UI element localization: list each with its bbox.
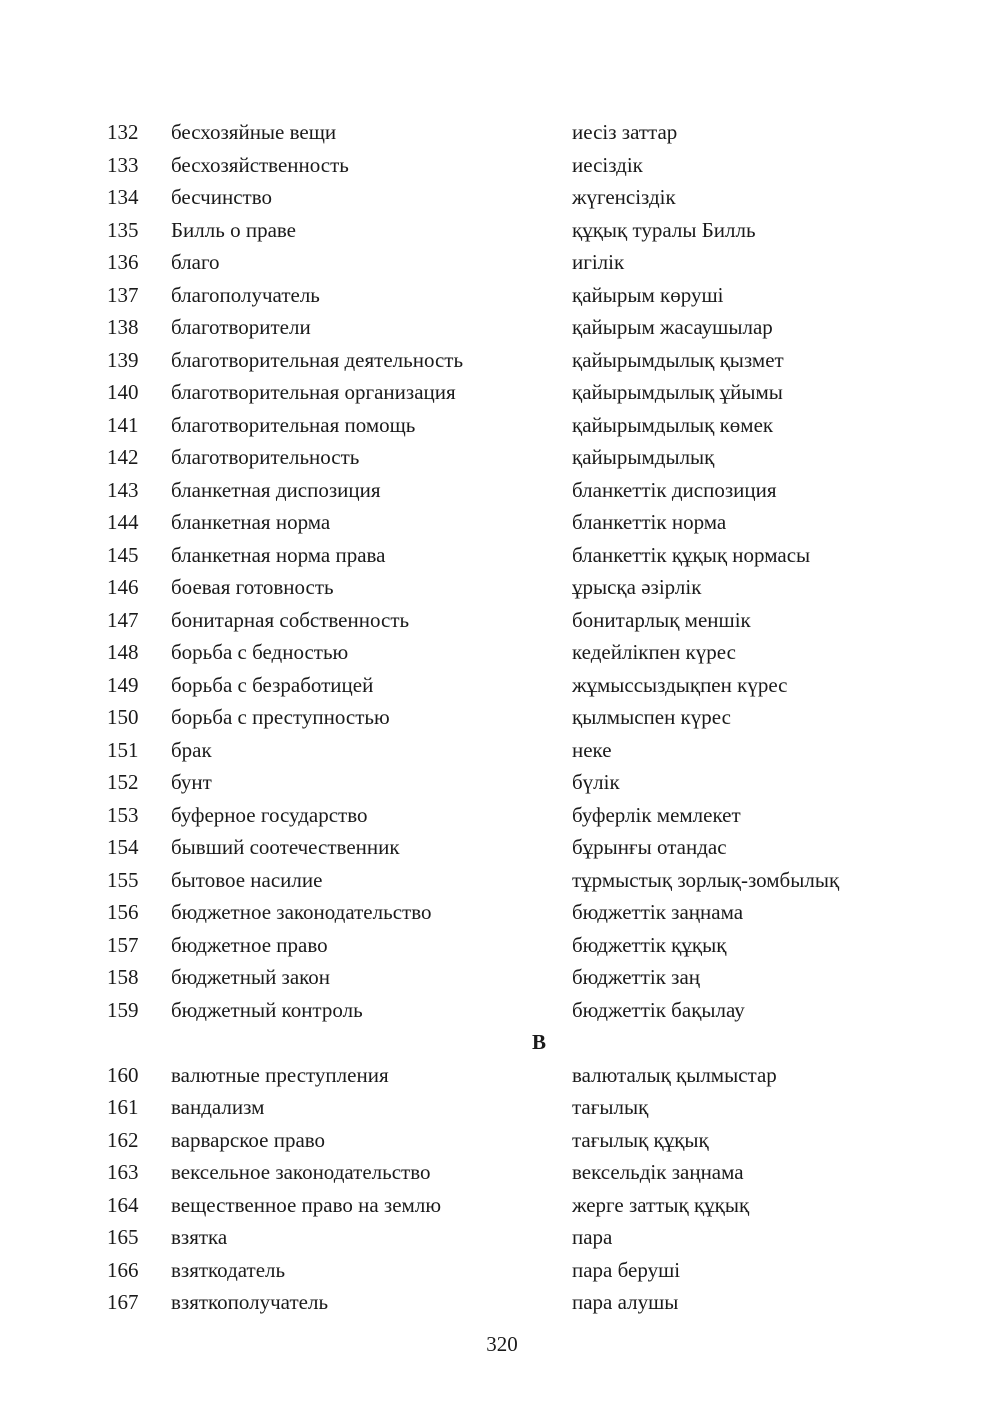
kazakh-term: валюталық қылмыстар [572,1062,777,1087]
glossary-row [0,994,1004,1027]
russian-term: взяткополучатель [171,1290,329,1314]
entry-number: 157 [107,932,139,957]
russian-term: благотворительная деятельность [171,347,464,372]
russian-term: варварское право [171,1127,326,1152]
glossary-row [0,116,1004,149]
entry-number: 160 [107,1062,139,1087]
russian-term: благотворительность [171,445,360,469]
entry-number: 156 [107,900,139,924]
russian-term: взятка [171,1225,228,1249]
section-letter-heading: В [531,1030,546,1054]
russian-term: бланкетная норма [171,510,331,534]
glossary-row [0,409,1004,442]
russian-term: бюджетное право [171,932,328,957]
glossary-row [0,896,1004,929]
kazakh-term: пара беруші [572,1257,681,1282]
kazakh-term: бланкеттік құқық нормасы [572,542,811,567]
kazakh-term: вексельдік заңнама [572,1160,744,1184]
russian-term: буферное государство [171,802,368,827]
entry-number: 167 [107,1290,139,1314]
entry-number: 164 [107,1192,139,1217]
russian-term: благотворительная организация [171,380,456,404]
russian-term: валютные преступления [171,1062,389,1087]
russian-term: бесчинство [171,185,272,209]
glossary-row [0,1059,1004,1092]
kazakh-term: қайырымдылық көмек [572,412,774,437]
entry-number: 154 [107,835,139,859]
glossary-row [0,311,1004,344]
entry-number: 139 [107,347,139,372]
entries-group-b [0,116,1004,1026]
glossary-row [0,1156,1004,1189]
glossary-row [0,376,1004,409]
entry-number: 141 [107,412,139,437]
russian-term: бюджетный контроль [171,997,363,1022]
kazakh-term: қылмыспен күрес [572,705,731,729]
glossary-row [0,149,1004,182]
russian-term: бытовое насилие [171,867,323,892]
russian-term: вексельное законодательство [171,1160,431,1184]
glossary-row [0,669,1004,702]
glossary-row [0,701,1004,734]
glossary-row [0,1286,1004,1319]
glossary-row [0,539,1004,572]
kazakh-term: бюджеттік құқық [572,932,727,957]
russian-term: бонитарная собственность [171,607,410,632]
entries-group-v [0,1059,1004,1319]
glossary-row [0,344,1004,377]
kazakh-term: қайырымдылық ұйымы [572,380,783,404]
kazakh-term: жерге заттық құқық [572,1192,750,1217]
russian-term: бывший соотечественник [171,835,400,859]
glossary-row [0,181,1004,214]
entry-number: 143 [107,477,139,502]
glossary-row [0,799,1004,832]
entry-number: 132 [107,120,139,144]
glossary-row [0,864,1004,897]
russian-term: благо [171,250,220,274]
entry-number: 166 [107,1257,139,1282]
kazakh-term: игілік [572,250,625,274]
entry-number: 165 [107,1225,139,1249]
glossary-row [0,571,1004,604]
kazakh-term: қайырымдылық [572,445,715,469]
kazakh-term: пара [572,1225,613,1249]
kazakh-term: ұрысқа әзірлік [572,575,702,599]
kazakh-term: бюджеттік заңнама [572,900,744,924]
entry-number: 135 [107,217,139,242]
entry-number: 153 [107,802,139,827]
russian-term: бунт [171,770,212,794]
entry-number: 162 [107,1127,139,1152]
kazakh-term: бланкеттік норма [572,510,727,534]
kazakh-term: буферлік мемлекет [572,802,741,827]
russian-term: борьба с безработицей [171,672,374,697]
russian-term: брак [171,737,212,762]
kazakh-term: бүлік [572,770,620,794]
kazakh-term: қайырым жасаушылар [572,315,773,339]
kazakh-term: жұмыссыздықпен күрес [572,672,788,697]
russian-term: благотворительная помощь [171,412,416,437]
kazakh-term: иесіз заттар [572,120,678,144]
kazakh-term: бонитарлық меншік [572,607,751,632]
kazakh-term: бюджеттік заң [572,965,701,989]
glossary-row [0,929,1004,962]
russian-term: Билль о праве [171,217,297,242]
entry-number: 150 [107,705,139,729]
entry-number: 134 [107,185,139,209]
glossary-row [0,279,1004,312]
russian-term: благотворители [171,315,311,339]
russian-term: бюджетное законодательство [171,900,432,924]
entry-number: 136 [107,250,139,274]
kazakh-term: бюджеттік бақылау [572,997,745,1022]
russian-term: борьба с преступностью [171,705,390,729]
kazakh-term: пара алушы [572,1290,679,1314]
glossary-row [0,474,1004,507]
entry-number: 144 [107,510,139,534]
entry-number: 133 [107,152,139,177]
kazakh-term: бұрынғы отандас [572,835,727,859]
entry-number: 152 [107,770,139,794]
glossary-row [0,214,1004,247]
russian-term: борьба с бедностью [171,640,349,664]
entry-number: 142 [107,445,139,469]
russian-term: боевая готовность [171,575,334,599]
glossary-row [0,766,1004,799]
glossary-row [0,246,1004,279]
entry-number: 140 [107,380,139,404]
kazakh-term: қайырым көруші [572,282,724,307]
glossary-row [0,604,1004,637]
entry-number: 146 [107,575,139,599]
glossary-row [0,636,1004,669]
russian-term: благополучатель [171,282,320,307]
kazakh-term: тағылық [572,1095,649,1119]
russian-term: бланкетная норма права [171,542,386,567]
kazakh-term: тағылық құқық [572,1127,709,1152]
kazakh-term: құқық туралы Билль [572,217,756,242]
kazakh-term: қайырымдылық қызмет [572,347,784,372]
glossary-row [0,1124,1004,1157]
entry-number: 151 [107,737,139,762]
russian-term: бюджетный закон [171,965,331,989]
kazakh-term: бланкеттік диспозиция [572,477,777,502]
entry-number: 137 [107,282,139,307]
glossary-row [0,1189,1004,1222]
russian-term: взяткодатель [171,1257,286,1282]
glossary-row [0,1254,1004,1287]
entry-number: 161 [107,1095,139,1119]
kazakh-term: жүгенсіздік [572,185,676,209]
entry-number: 163 [107,1160,139,1184]
russian-term: бесхозяйные вещи [171,120,337,144]
entry-number: 149 [107,672,139,697]
russian-term: бланкетная диспозиция [171,477,381,502]
glossary-row [0,441,1004,474]
russian-term: вандализм [171,1095,265,1119]
entry-number: 145 [107,542,139,567]
glossary-row [0,961,1004,994]
glossary-row [0,734,1004,767]
russian-term: бесхозяйственность [171,152,349,177]
entry-number: 148 [107,640,139,664]
page-number: 320 [486,1332,518,1356]
entry-number: 147 [107,607,139,632]
glossary-entries [0,116,1004,1319]
kazakh-term: неке [572,737,612,762]
kazakh-term: кедейлікпен күрес [572,640,736,664]
entry-number: 138 [107,315,139,339]
entry-number: 159 [107,997,139,1022]
glossary-row [0,831,1004,864]
glossary-row [0,1221,1004,1254]
kazakh-term: тұрмыстық зорлық-зомбылық [572,867,840,892]
kazakh-term: иесіздік [572,152,643,177]
entry-number: 158 [107,965,139,989]
glossary-row [0,1091,1004,1124]
entry-number: 155 [107,867,139,892]
glossary-row [0,506,1004,539]
russian-term: вещественное право на землю [171,1192,442,1217]
